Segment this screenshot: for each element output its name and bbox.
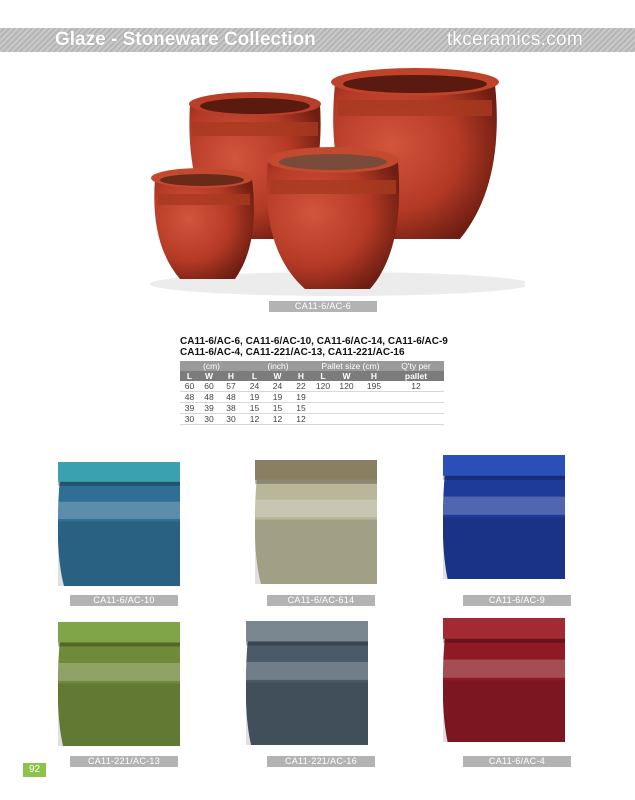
spec-cell: 60 (199, 381, 219, 392)
spec-row (180, 403, 444, 414)
spec-header-cell: H (360, 371, 388, 381)
spec-cell: 12 (266, 414, 289, 425)
product-caption: CA11-6/AC-9 (463, 595, 571, 606)
spec-header-cell: H (289, 371, 313, 381)
hero-photo (140, 64, 525, 298)
spec-cell: 19 (266, 392, 289, 403)
page-title: Glaze - Stoneware Collection (55, 29, 316, 50)
spec-header-cell: W (266, 371, 289, 381)
spec-header-cell: W (199, 371, 219, 381)
spec-cell (333, 414, 360, 425)
spec-cell: 19 (289, 392, 313, 403)
spec-cell: 15 (266, 403, 289, 414)
product-caption: CA11-6/AC-614 (267, 595, 375, 606)
website-url: tkceramics.com (446, 29, 583, 50)
spec-cell (360, 392, 388, 403)
spec-row (180, 392, 444, 403)
product-photo (58, 622, 180, 746)
product-photo (443, 455, 565, 579)
spec-header-cell: H (219, 371, 243, 381)
product-caption: CA11-221/AC-16 (267, 756, 375, 767)
spec-cell: 39 (180, 403, 199, 414)
hero-caption: CA11-6/AC-6 (269, 301, 377, 312)
spec-cell (360, 403, 388, 414)
spec-cell (360, 414, 388, 425)
product-caption: CA11-6/AC-10 (70, 595, 178, 606)
spec-cell (313, 403, 333, 414)
spec-cell: 15 (289, 403, 313, 414)
spec-cell: 38 (219, 403, 243, 414)
spec-group-cm: (cm) (180, 361, 243, 371)
model-list (180, 336, 448, 358)
spec-header-cell: L (180, 371, 199, 381)
product-photo (255, 460, 377, 584)
spec-header-cell: L (313, 371, 333, 381)
spec-cell: 24 (243, 381, 266, 392)
spec-cell (313, 392, 333, 403)
product-caption: CA11-6/AC-4 (463, 756, 571, 767)
spec-header-cell: L (243, 371, 266, 381)
spec-cell (313, 414, 333, 425)
spec-cell: 19 (243, 392, 266, 403)
spec-cell: 39 (199, 403, 219, 414)
spec-group-qty: Q'ty per (388, 361, 444, 371)
spec-cell: 12 (388, 381, 444, 392)
spec-cell: 120 (333, 381, 360, 392)
spec-row (180, 381, 444, 392)
spec-cell: 15 (243, 403, 266, 414)
product-photo (443, 618, 565, 742)
spec-cell: 12 (289, 414, 313, 425)
spec-cell: 30 (219, 414, 243, 425)
spec-cell: 48 (199, 392, 219, 403)
spec-cell (388, 392, 444, 403)
spec-group-row (180, 361, 444, 371)
spec-header-row (180, 371, 444, 381)
spec-cell: 48 (180, 392, 199, 403)
spec-cell: 48 (219, 392, 243, 403)
spec-cell: 22 (289, 381, 313, 392)
spec-cell (388, 414, 444, 425)
header-bar (0, 28, 635, 52)
spec-row (180, 414, 444, 425)
model-list-line: CA11-6/AC-4, CA11-221/AC-13, CA11-221/AC-16 (180, 347, 405, 358)
spec-group-inch: (inch) (243, 361, 313, 371)
page-number: 92 (23, 763, 46, 777)
spec-header-cell: W (333, 371, 360, 381)
spec-table (180, 361, 444, 425)
model-list-line: CA11-6/AC-6, CA11-6/AC-10, CA11-6/AC-14, CA11-6/AC-9 (180, 336, 448, 347)
spec-cell (388, 403, 444, 414)
spec-cell: 24 (266, 381, 289, 392)
spec-cell: 120 (313, 381, 333, 392)
product-photo (246, 621, 368, 745)
spec-cell (333, 392, 360, 403)
spec-cell (333, 403, 360, 414)
product-caption: CA11-221/AC-13 (70, 756, 178, 767)
spec-cell: 60 (180, 381, 199, 392)
spec-cell: 30 (199, 414, 219, 425)
spec-cell: 12 (243, 414, 266, 425)
spec-group-pallet: Pallet size (cm) (313, 361, 388, 371)
spec-cell: 195 (360, 381, 388, 392)
spec-cell: 57 (219, 381, 243, 392)
product-photo (58, 462, 180, 586)
spec-header-cell: pallet (388, 371, 444, 381)
spec-cell: 30 (180, 414, 199, 425)
